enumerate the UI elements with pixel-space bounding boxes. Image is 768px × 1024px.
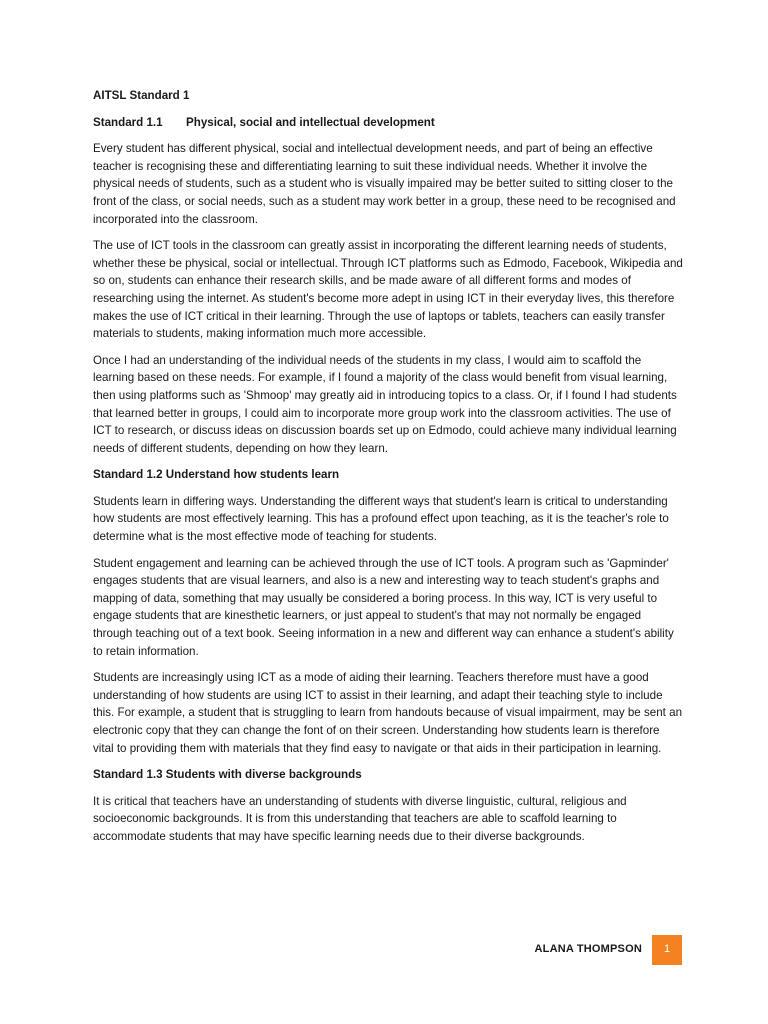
- section-heading-1-2: Standard 1.2 Understand how students learn: [93, 468, 340, 482]
- section-number: Standard 1.1: [93, 115, 163, 129]
- section-heading-1-3: Standard 1.3 Students with diverse backgrounds: [93, 768, 362, 782]
- paragraph: Students are increasingly using ICT as a mode of aiding their learning. Teachers therefore must have a good understanding of how students are using ICT to assist in their learning, and adapt their teaching style to include this. For example, a student that is struggling to learn from handouts because of visual impairment, may be sent an electronic copy that they can change the font of on their screen. Understanding how students learn is therefore vital to providing them with materials that they find easy to navigate or that aids in their participation in learning.: [93, 671, 683, 755]
- paragraph: It is critical that teachers have an understanding of students with diverse linguistic, cultural, religious and socioeconomic backgrounds. It is from this understanding that teachers are able to scaffold learning to accommodate students that may have specific learning needs due to their diverse backgrounds.: [93, 794, 627, 843]
- page-number-badge: 1: [652, 935, 682, 965]
- footer-author: ALANA THOMPSON: [534, 943, 642, 956]
- paragraph: Students learn in differing ways. Understanding the different ways that student's learn is critical to understanding how students are most effectively learning. This has a profound effect upon teaching, as it is the teacher's role to determine what is the most effective mode of teaching for students.: [93, 494, 669, 544]
- document-title: AITSL Standard 1: [93, 89, 190, 102]
- section-title: Physical, social and intellectual development: [186, 115, 435, 129]
- section-heading-1-1: [93, 114, 683, 132]
- paragraph: Once I had an understanding of the individual needs of the students in my class, I would aim to scaffold the learning based on these needs. For example, if I found a majority of the class would benefit from visual learning, then using platforms such as 'Shmoop' may greatly aid in introducing topics to a class. Or, if I found I had students that learned better in groups, I could aim to incorporate more group work into the classroom activities. The use of ICT to research, or discuss ideas on discussion boards set up on Edmodo, could achieve many individual learning needs of different students, depending on how they learn.: [93, 353, 677, 455]
- page-footer: [535, 935, 683, 965]
- paragraph: Every student has different physical, social and intellectual development needs, and part of being an effective teacher is recognising these and differentiating learning to suit these individual needs. Whether it involve the physical needs of students, such as a student who is visually impaired may be better suited to sitting closer to the front of the class, or social needs, such as a student may work better in a group, these need to be recognised and incorporated into the classroom.: [93, 142, 676, 226]
- paragraph: The use of ICT tools in the classroom can greatly assist in incorporating the different learning needs of students, whether these be physical, social or intellectual. Through ICT platforms such as Edmodo, Facebook, Wikipedia and so on, students can enhance their research skills, and be made aware of all different forms and modes of researching using the internet. As student's become more adept in using ICT in their everyday lives, this therefore makes the use of ICT critical in their learning. Through the use of laptops or tablets, teachers can easily transfer materials to students, making information much more accessible.: [93, 239, 683, 341]
- paragraph: Student engagement and learning can be achieved through the use of ICT tools. A program such as 'Gapminder' engages students that are visual learners, and also is a new and interesting way to teach student's graphs and mapping of data, something that may usually be considered a boring process. In this way, ICT is very useful to engage students that are kinesthetic learners, or just appeal to student's that may not normally be engaged through teaching out of a text book. Seeing information in a new and different way can enhance a student's ability to retain information.: [93, 556, 674, 658]
- document-body: [93, 87, 683, 855]
